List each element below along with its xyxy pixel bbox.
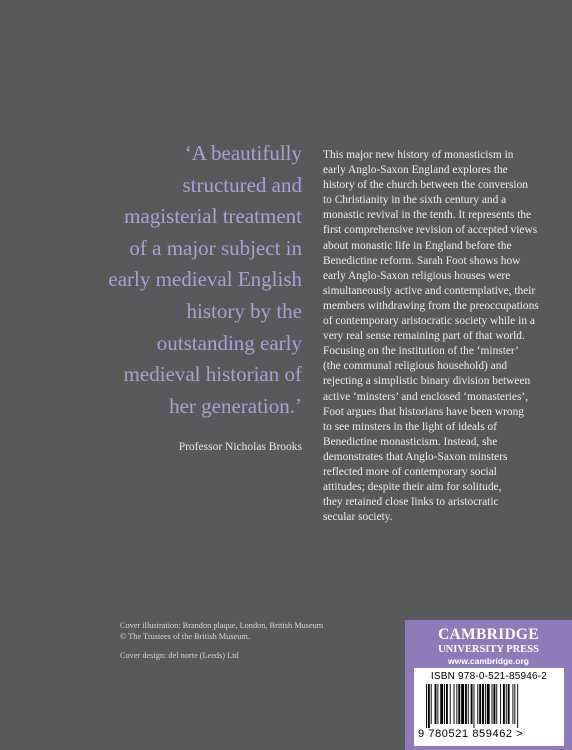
quote-line: ‘A beautifully — [184, 141, 302, 165]
cover-design-credit: Cover design: del norte (Leeds) Ltd — [120, 651, 239, 660]
barcode-bar — [493, 684, 495, 724]
barcode-bar — [468, 684, 469, 724]
barcode-bar — [428, 684, 430, 728]
barcode-bar — [500, 684, 501, 724]
blurb-line: first comprehensive revision of accepted views — [323, 224, 538, 237]
barcode-bar — [450, 684, 451, 724]
description-blurb — [323, 148, 545, 525]
blurb-line: This major new history of monasticism in — [323, 149, 514, 161]
barcode-bar — [517, 684, 518, 728]
pull-quote — [100, 138, 302, 422]
barcode-bar — [492, 684, 493, 724]
barcode-bar — [506, 684, 507, 724]
blurb-line: they retained close links to aristocratic — [323, 496, 499, 509]
barcode-bar — [508, 684, 510, 724]
blurb-line: simultaneously active and contemplative, their — [323, 284, 536, 297]
cover-credits — [120, 620, 360, 661]
quote-line: her generation.’ — [169, 393, 302, 418]
blurb-line: monastic revival in the tenth. It represents the — [323, 209, 532, 222]
blurb-line: very real sense remaining part of that world. — [323, 330, 525, 343]
barcode-bar — [437, 684, 438, 724]
blurb-line: history of the church between the conversion — [323, 179, 528, 192]
blurb-line: to see minsters in the light of ideals of — [323, 420, 497, 433]
publisher-subname: UNIVERSITY PRESS — [438, 644, 539, 655]
barcode-bar — [426, 684, 427, 728]
quote-line: of a major subject in — [129, 235, 302, 260]
quote-line: outstanding early — [156, 330, 302, 355]
barcode-bar — [456, 684, 457, 724]
blurb-line: demonstrates that Anglo-Saxon minsters — [323, 450, 508, 463]
barcode-bar — [479, 684, 481, 724]
publisher-name: CAMBRIDGE — [438, 626, 539, 643]
barcode-bar — [496, 684, 497, 724]
barcode-bar — [471, 684, 473, 724]
blurb-line: of contemporary aristocratic society while in a — [323, 315, 535, 328]
quote-line: early medieval English — [108, 267, 302, 292]
blurb-line: to Christianity in the sixth century and a — [323, 194, 507, 207]
barcode-bar — [503, 684, 505, 724]
barcode-bar — [512, 684, 513, 724]
blurb-line: Foot argues that historians have been wrong — [323, 405, 524, 418]
quote-attribution: Professor Nicholas Brooks — [178, 441, 302, 453]
blurb-line: rejecting a simplistic binary division between — [323, 375, 531, 388]
barcode-bar — [461, 684, 464, 724]
blurb-line: active ‘minsters’ and enclosed ‘monasteries’, — [323, 390, 529, 403]
blurb-line: Benedictine monasticism. Instead, she — [323, 435, 498, 448]
barcode-bar — [485, 684, 486, 724]
quote-line: structured and — [182, 172, 302, 197]
barcode-bar — [514, 684, 515, 724]
barcode-bar — [440, 684, 443, 724]
quote-line: history by the — [186, 298, 302, 323]
barcode-bar — [458, 684, 460, 724]
blurb-line: attitudes; despite their aim for solitude, — [323, 481, 502, 494]
blurb-line: about monastic life in England before the — [323, 239, 512, 252]
barcode-bar — [454, 684, 455, 724]
barcode-bar — [474, 684, 475, 728]
cover-illustration-credit: Cover illustration: Brandon plaque, London, British Museum © The Trustees of the British Museum. — [120, 621, 324, 641]
barcode-bar — [446, 684, 448, 724]
barcode-digits: 9 780521 859462 > — [418, 728, 524, 740]
quote-line: magisterial treatment — [124, 204, 302, 229]
blurb-line: Focusing on the institution of the ‘minster’ — [323, 345, 519, 358]
publisher-url: www.cambridge.org — [448, 656, 529, 666]
barcode-bar — [487, 684, 490, 724]
isbn-label: ISBN 978-0-521-85946-2 — [430, 671, 548, 682]
blurb-line: secular society. — [323, 511, 393, 524]
quote-line: medieval historian of — [123, 362, 302, 387]
blurb-line: (the communal religious household) and — [323, 360, 508, 373]
barcode-bar — [482, 684, 484, 724]
publisher-panel — [405, 620, 572, 750]
blurb-line: Benedictine reform. Sarah Foot shows how — [323, 254, 521, 267]
barcode-bar — [444, 684, 445, 724]
barcode-box — [414, 668, 564, 746]
blurb-line: members withdrawing from the preoccupations — [323, 299, 539, 312]
blurb-line: early Anglo-Saxon religious houses were — [323, 269, 511, 282]
barcode-bar — [431, 684, 432, 724]
blurb-line: reflected more of contemporary social — [323, 465, 497, 478]
barcode-bar — [465, 684, 467, 724]
barcode-bar — [435, 684, 437, 724]
barcode-icon — [424, 684, 554, 728]
blurb-line: early Anglo-Saxon England explores the — [323, 164, 508, 177]
barcode-bar — [477, 684, 478, 724]
